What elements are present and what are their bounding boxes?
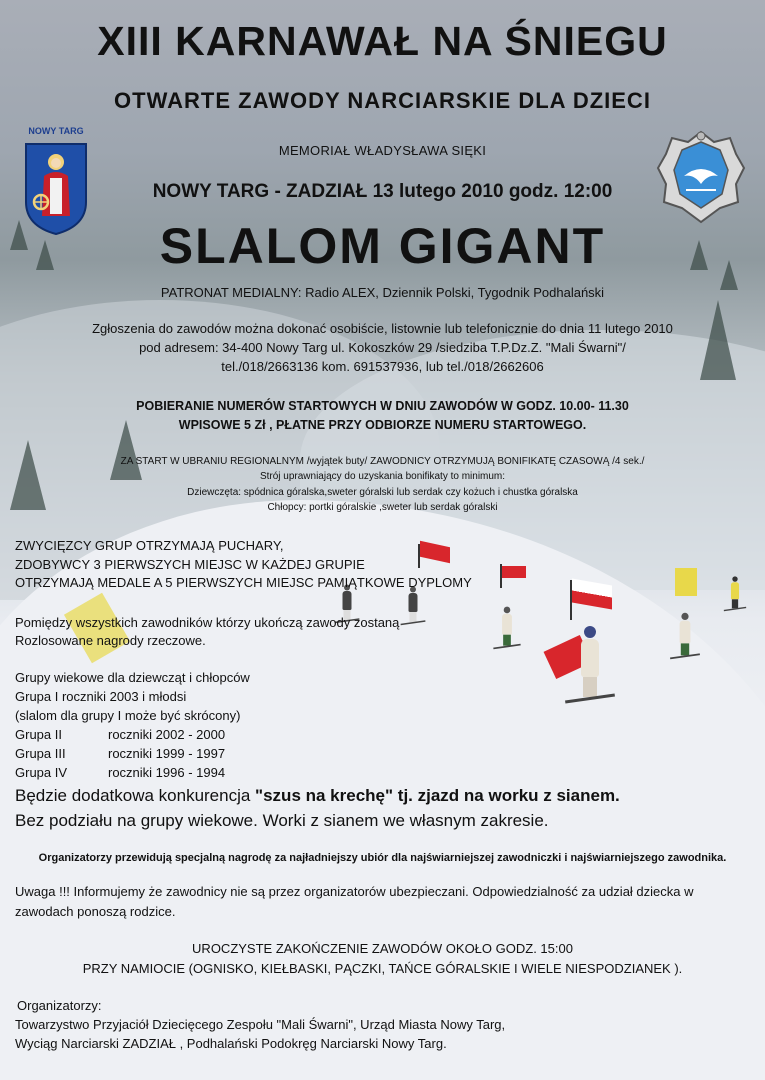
poster-title: XIII KARNAWAŁ NA ŚNIEGU <box>97 18 668 64</box>
costume-bonus-line: Chłopcy: portki góralskie ,sweter lub serdak góralski <box>267 502 498 513</box>
registration-line: pod adresem: 34-400 Nowy Targ ul. Kokoszków 29 /siedziba T.P.Dz.Z. "Mali Śwarni"/ <box>139 340 626 355</box>
organizers-line: Wyciąg Narciarski ZADZIAŁ , Podhalański Podokręg Narciarski Nowy Targ. <box>15 1036 447 1051</box>
registration-line: tel./018/2663136 kom. 691537936, lub tel./018/2662606 <box>221 359 544 374</box>
registration-line: Zgłoszenia do zawodów można dokonać osobiście, listownie lub telefonicznie do dnia 11 lutego 2010 <box>92 321 673 336</box>
organizers-label: Organizatorzy: <box>17 998 102 1013</box>
memorial-line: MEMORIAŁ WŁADYSŁAWA SIĘKI <box>278 143 487 158</box>
age-groups-intro: Grupy wiekowe dla dziewcząt i chłopców <box>15 670 250 685</box>
poster-subtitle: OTWARTE ZAWODY NARCIARSKIE DLA DZIECI <box>114 88 651 113</box>
media-patronage: PATRONAT MEDIALNY: Radio ALEX, Dziennik Polski, Tygodnik Podhalański <box>160 285 605 300</box>
club-emblem-icon <box>656 128 746 226</box>
yellow-gate-flag <box>675 568 697 596</box>
age-group-years: roczniki 1996 - 1994 <box>108 765 226 780</box>
start-numbers-line: POBIERANIE NUMERÓW STARTOWYCH W DNIU ZAWODÓW W GODZ. 10.00- 11.30 <box>136 399 629 413</box>
crest-label: NOWY TARG <box>28 126 84 136</box>
costume-bonus-line: ZA START W UBRANIU REGIONALNYM /wyjątek buty/ ZAWODNICY OTRZYMUJĄ BONIFIKATĘ CZASOWĄ /4 sek./ <box>120 456 645 467</box>
extra-competition-text: Będzie dodatkowa konkurencja <box>15 786 256 805</box>
closing-ceremony-line: UROCZYSTE ZAKOŃCZENIE ZAWODÓW OKOŁO GODZ. 15:00 <box>192 941 573 956</box>
skier-figure <box>401 587 426 624</box>
red-gate-flag <box>502 566 526 578</box>
age-group-name: Grupa III <box>15 746 66 761</box>
insurance-warning: Uwaga !!! Informujemy że zawodnicy nie są przez organizatorów ubezpieczani. Odpowiedzialność za udział dziecka w <box>15 884 694 899</box>
raffle-line: Rozlosowane nagrody rzeczowe. <box>15 633 206 648</box>
skier-figure <box>724 576 747 609</box>
insurance-warning: zawodach ponoszą rodzice. <box>15 904 176 919</box>
age-group-name: Grupa IV <box>15 765 68 780</box>
start-numbers-line: WPISOWE 5 Zł , PŁATNE PRZY ODBIORZE NUMERU STARTOWEGO. <box>178 418 587 432</box>
costume-bonus-line: Dziewczęta: spódnica góralska,sweter góralski lub serdak czy kożuch i chustka góralska <box>187 487 578 498</box>
prizes-line: ZWYCIĘZCY GRUP OTRZYMAJĄ PUCHARY, <box>15 538 284 553</box>
age-group-note: (slalom dla grupy I może być skrócony) <box>15 708 241 723</box>
skier-figure <box>670 613 700 657</box>
prizes-line: ZDOBYWCY 3 PIERWSZYCH MIEJSC W KAŻDEJ GRUPIE <box>15 557 365 572</box>
age-group-row: Grupa I roczniki 2003 i młodsi <box>15 689 187 704</box>
age-group-years: roczniki 2002 - 2000 <box>108 727 226 742</box>
costume-bonus-line: Strój uprawniający do uzyskania bonifikaty to minimum: <box>259 471 506 482</box>
skier-figure <box>493 607 521 648</box>
organizers-line: Towarzystwo Przyjaciół Dziecięcego Zespołu "Mali Śwarni", Urząd Miasta Nowy Targ, <box>15 1017 506 1032</box>
age-group-name: Grupa II <box>15 727 62 742</box>
extra-competition-line: Bez podziału na grupy wiekowe. Worki z sianem we własnym zakresie. <box>15 811 549 830</box>
special-award-line: Organizatorzy przewidują specjalną nagrodę za najładniejszy ubiór dla najświarniejszej zawodniczki i najświarniejszego zawodnika. <box>38 852 727 864</box>
event-title: SLALOM GIGANT <box>159 218 606 274</box>
place-date-line: NOWY TARG - ZADZIAŁ 13 lutego 2010 godz. 12:00 <box>152 181 613 202</box>
raffle-line: Pomiędzy wszystkich zawodników którzy ukończą zawody zostaną <box>15 615 400 630</box>
extra-competition-highlight: "szus na krechę" tj. zjazd na worku z sianem. <box>255 786 620 805</box>
prizes-line: OTRZYMAJĄ MEDALE A 5 PIERWSZYCH MIEJSC PAMIĄTKOWE DYPLOMY <box>15 575 472 590</box>
skier-figure <box>565 626 615 700</box>
age-group-years: roczniki 1999 - 1997 <box>108 746 226 761</box>
closing-ceremony-line: PRZY NAMIOCIE (OGNISKO, KIEŁBASKI, PĄCZKI, TAŃCE GÓRALSKIE I WIELE NIESPODZIANEK ). <box>82 961 683 976</box>
extra-competition-line <box>15 786 620 806</box>
